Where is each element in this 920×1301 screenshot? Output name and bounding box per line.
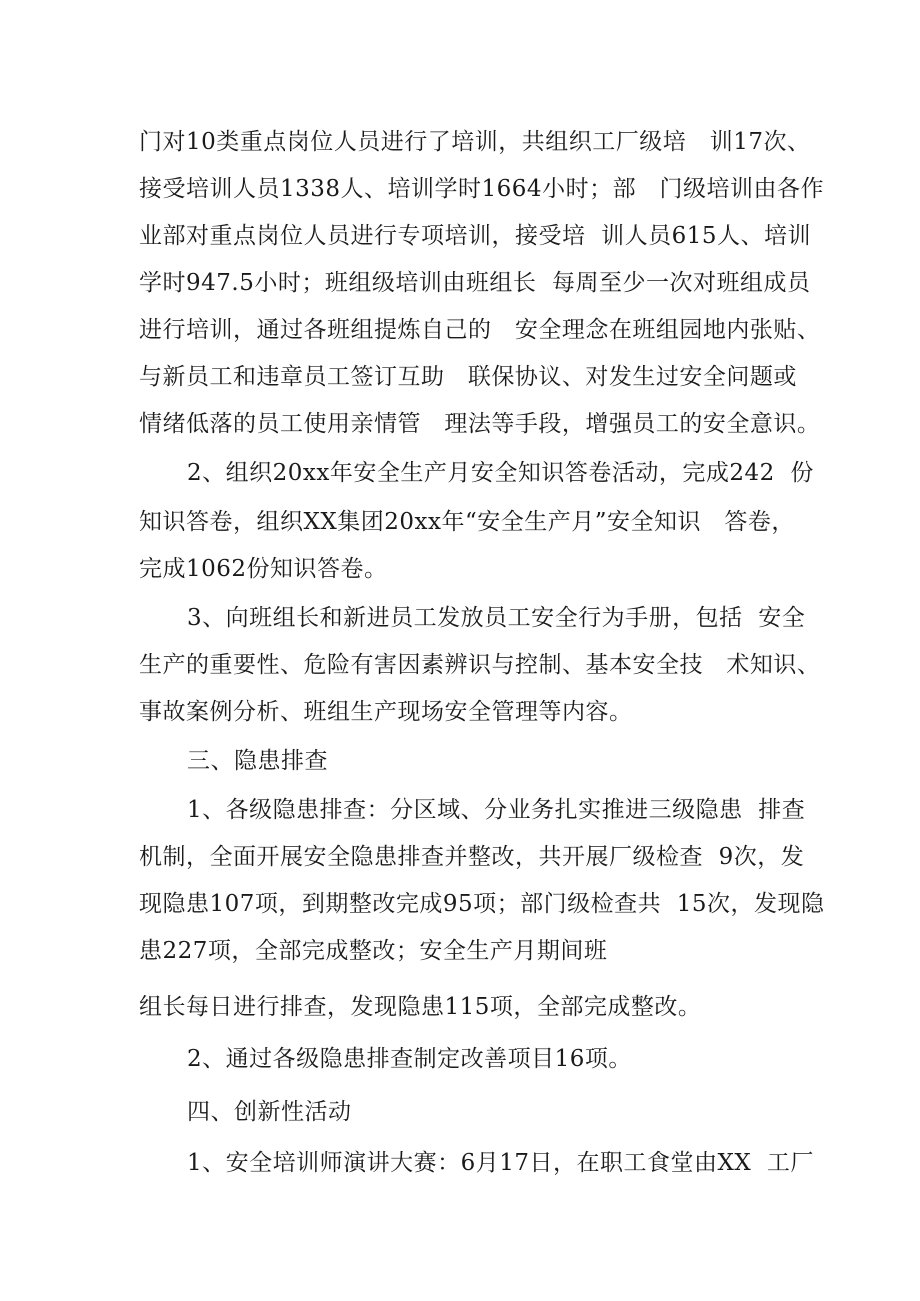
section-heading: 四、创新性活动 [187, 1099, 352, 1125]
text-line: 学时947.5小时；班组级培训由班组长 每周至少一次对班组成员 [139, 270, 811, 296]
text-line: 进行培训，通过各班组提炼自己的 安全理念在班组园地内张贴、 [139, 317, 821, 343]
text-line: 现隐患107项，到期整改完成95项；部门级检查共 15次，发现隐 [139, 891, 825, 917]
text-line: 知识答卷，组织XX集团20xx年“安全生产月”安全知识 答卷， [139, 509, 795, 535]
text-line: 门对10类重点岗位人员进行了培训，共组织工厂级培 训17次、 [139, 129, 811, 155]
section-heading: 三、隐患排查 [187, 748, 328, 774]
text-line: 业部对重点岗位人员进行专项培训，接受培 训人员615人、培训 [139, 223, 812, 249]
text-line: 患227项，全部完成整改；安全生产月期间班 [139, 938, 608, 964]
text-line: 1、安全培训师演讲大赛：6月17日，在职工食堂由XX 工厂 [187, 1150, 814, 1176]
text-line: 情绪低落的员工使用亲情管 理法等手段，增强员工的安全意识。 [139, 411, 821, 437]
text-line: 与新员工和违章员工签订互助 联保协议、对发生过安全问题或 [139, 364, 797, 390]
text-line: 完成1062份知识答卷。 [139, 556, 388, 582]
text-line: 机制，全面开展安全隐患排查并整改，共开展厂级检查 9次，发 [139, 844, 805, 870]
text-line: 3、向班组长和新进员工发放员工安全行为手册，包括 安全 [187, 605, 806, 631]
text-line: 生产的重要性、危险有害因素辨识与控制、基本安全技 术知识、 [139, 652, 821, 678]
text-line: 接受培训人员1338人、培训学时1664小时；部 门级培训由各作 [139, 176, 824, 202]
text-line: 事故案例分析、班组生产现场安全管理等内容。 [139, 699, 633, 725]
text-line: 组长每日进行排查，发现隐患115项，全部完成整改。 [139, 994, 702, 1020]
text-line: 1、各级隐患排查：分区域、分业务扎实推进三级隐患 排查 [187, 797, 806, 823]
text-line: 2、组织20xx年安全生产月安全知识答卷活动，完成242 份 [187, 460, 814, 486]
text-line: 2、通过各级隐患排查制定改善项目16项。 [187, 1046, 632, 1072]
